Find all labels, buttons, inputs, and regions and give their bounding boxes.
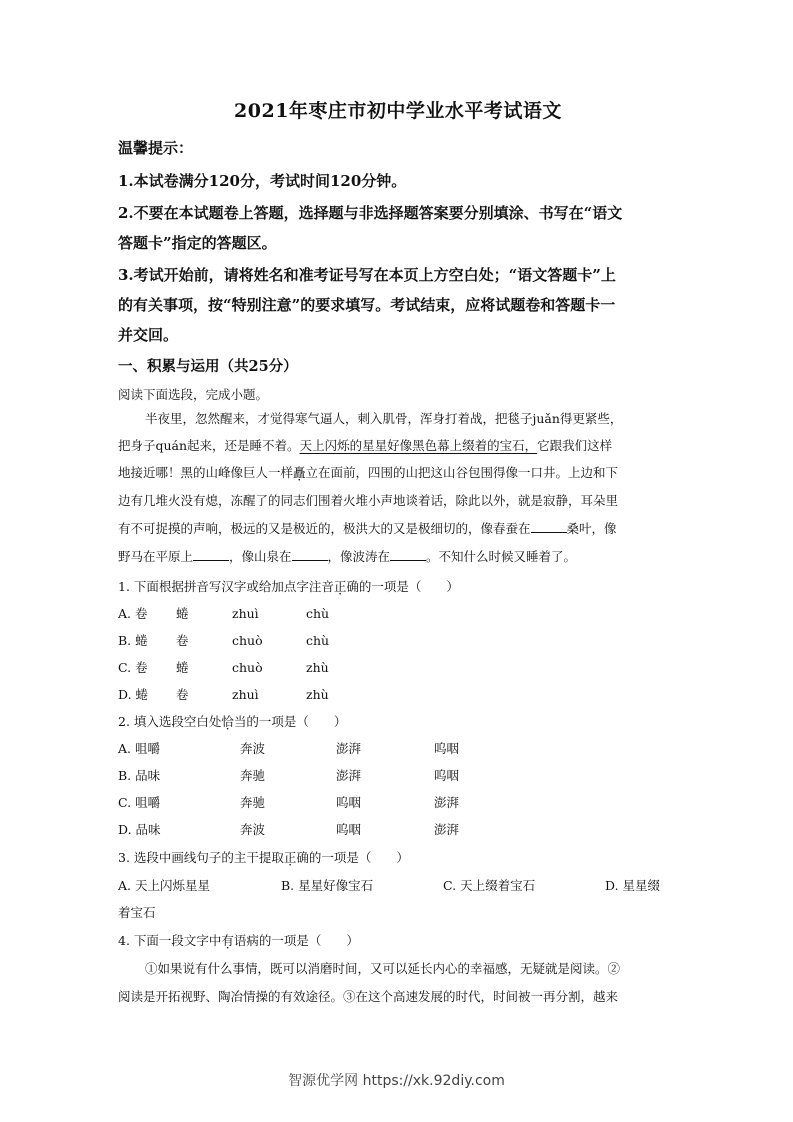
option-cell: C. 卷 [118,660,148,675]
dotted-char: 矗 [293,465,306,480]
passage-line-3 [118,464,618,482]
stem-text: 确的一项是（ ） [346,579,459,594]
stem-text: 当的一项是（ ） [233,714,347,729]
fill-blank [193,548,229,561]
option-cell: A. 卷 [118,606,148,621]
option-cell: 澎湃 [434,795,460,810]
option-cell: 卷 [176,687,189,702]
option-cell: D. 蜷 [118,687,149,702]
dotted-char: 有 [221,933,234,948]
q3-options [118,877,660,895]
passage-text: 立在面前，四围的山把这山谷包围得像一口井。上边和下 [305,465,619,480]
q2-option-b [118,767,459,785]
passage-text: ，像山泉在 [229,549,292,564]
footer-watermark: 智源优学网 https://xk.92diy.com [288,1073,505,1089]
stem-text: 4. 下面一段文字中 [118,933,222,948]
stem-text: 1. 下面根据拼音写汉字或给加点字注音 [118,579,334,594]
q3-option-d-cont: 着宝石 [118,905,156,920]
passage-line-6 [118,548,576,566]
option-cell: B. 品味 [118,768,161,783]
option-cell: C. 天上缀着宝石 [443,878,536,893]
dotted-char: 正 [333,579,347,594]
option-cell: 奔波 [240,822,266,837]
stem-text: 2. 填入选段空白处 [118,714,222,729]
option-cell: 呜咽 [336,795,362,810]
q1-option-d [118,686,329,704]
option-cell: 呜咽 [336,822,362,837]
option-cell: 奔驰 [240,795,266,810]
q2-option-d [118,821,459,839]
q4-passage-line-1: ①如果说有什么事情，既可以消磨时间，又可以延长内心的幸福感，无疑就是阅读。② [145,961,621,976]
option-cell: 蜷 [176,660,189,675]
question-1-stem [118,578,459,596]
passage-line-2 [118,437,612,455]
notice-item-3c: 并交回。 [118,326,179,344]
option-cell: 呜咽 [434,768,460,783]
passage-text: 地接近哪！黑的山峰像巨人一样 [118,465,294,480]
option-cell: B. 星星好像宝石 [281,878,374,893]
option-cell: A. 咀嚼 [118,741,160,756]
notice-item-2a: 2.不要在本试题卷上答题，选择题与非选择题答案要分别填涂、书写在“语文 [118,204,623,222]
option-cell: zhuì [232,687,259,702]
option-cell: 澎湃 [434,822,460,837]
passage-text: 野马在平原上 [118,549,194,564]
notice-item-3b: 的有关事项，按“特别注意”的要求填写。考试结束，应将试题卷和答题卡一 [118,296,616,314]
page-title: 2021年枣庄市初中学业水平考试语文 [234,100,562,122]
notice-item-3a: 3.考试开始前，请将姓名和准考证号写在本页上方空白处；“语文答题卡”上 [118,266,616,284]
option-cell: zhù [306,687,329,702]
q2-option-c [118,794,459,812]
fill-blank [531,520,567,533]
fill-blank [390,548,426,561]
option-cell: 澎湃 [336,768,362,783]
option-cell: zhuì [232,606,259,621]
option-cell: D. 品味 [118,822,161,837]
section-intro: 阅读下面选段，完成小题。 [118,387,269,402]
option-cell: 奔驰 [240,768,266,783]
passage-line-5 [118,520,617,538]
q1-option-a [118,605,329,623]
fill-blank [292,548,328,561]
question-4-stem [118,932,359,950]
passage-text: 有不可捉摸的声响，极远的又是极近的，极洪大的又是极细切的，像春蚕在 [118,521,531,536]
q2-option-a [118,740,459,758]
notice-heading: 温馨提示： [118,139,194,157]
passage-text: 它跟我们这样 [537,438,613,453]
stem-text: 3. 选段中画线句子的主干提取 [118,850,284,865]
option-cell: 呜咽 [434,741,460,756]
option-cell: C. 咀嚼 [118,795,161,810]
option-cell: 蜷 [176,606,189,621]
stem-text: 语病的一项是（ ） [233,933,359,948]
passage-text: 把身子quán起来，还是睡不着。 [118,438,300,453]
option-cell: 卷 [176,633,189,648]
stem-text: 确的一项是（ ） [296,850,409,865]
option-cell: chuò [232,633,263,648]
passage-line-1: 半夜里，忽然醒来，才觉得寒气逼人，刺入肌骨，浑身打着战，把毯子juǎn得更紧些， [145,411,623,426]
option-cell: chù [306,633,330,648]
section-heading: 一、积累与运用（共25分） [118,358,298,375]
passage-line-4: 边有几堆火没有熄，冻醒了的同志们围着火堆小声地谈着话，除此以外，就是寂静，耳朵里 [118,493,619,508]
question-2-stem [118,713,346,731]
passage-text: ，像波涛在 [327,549,391,564]
passage-text: 桑叶，像 [566,521,617,536]
passage-text: 。不知什么时候又睡着了。 [426,549,577,564]
q1-option-c [118,659,329,677]
option-cell: 奔波 [240,741,266,756]
option-cell: zhù [306,660,329,675]
underlined-sentence: 天上闪烁的星星好像黑色幕上缀着的宝石， [299,438,538,453]
question-3-stem [118,849,409,867]
dotted-char: 恰 [221,714,234,729]
q1-option-b [118,632,329,650]
option-cell: chuò [232,660,263,675]
option-cell: 澎湃 [336,741,362,756]
notice-item-2b: 答题卡”指定的答题区。 [118,234,277,252]
option-cell: B. 蜷 [118,633,148,648]
q4-passage-line-2: 阅读是开拓视野、陶冶情操的有效途径。③在这个高速发展的时代，时间被一再分割，越来 [118,989,619,1004]
option-cell: chù [306,606,330,621]
dotted-char: 正 [283,850,297,865]
option-cell: A. 天上闪烁星星 [118,878,210,893]
notice-item-1: 1.本试卷满分120分，考试时间120分钟。 [118,172,407,190]
option-cell: D. 星星缀 [605,878,661,893]
